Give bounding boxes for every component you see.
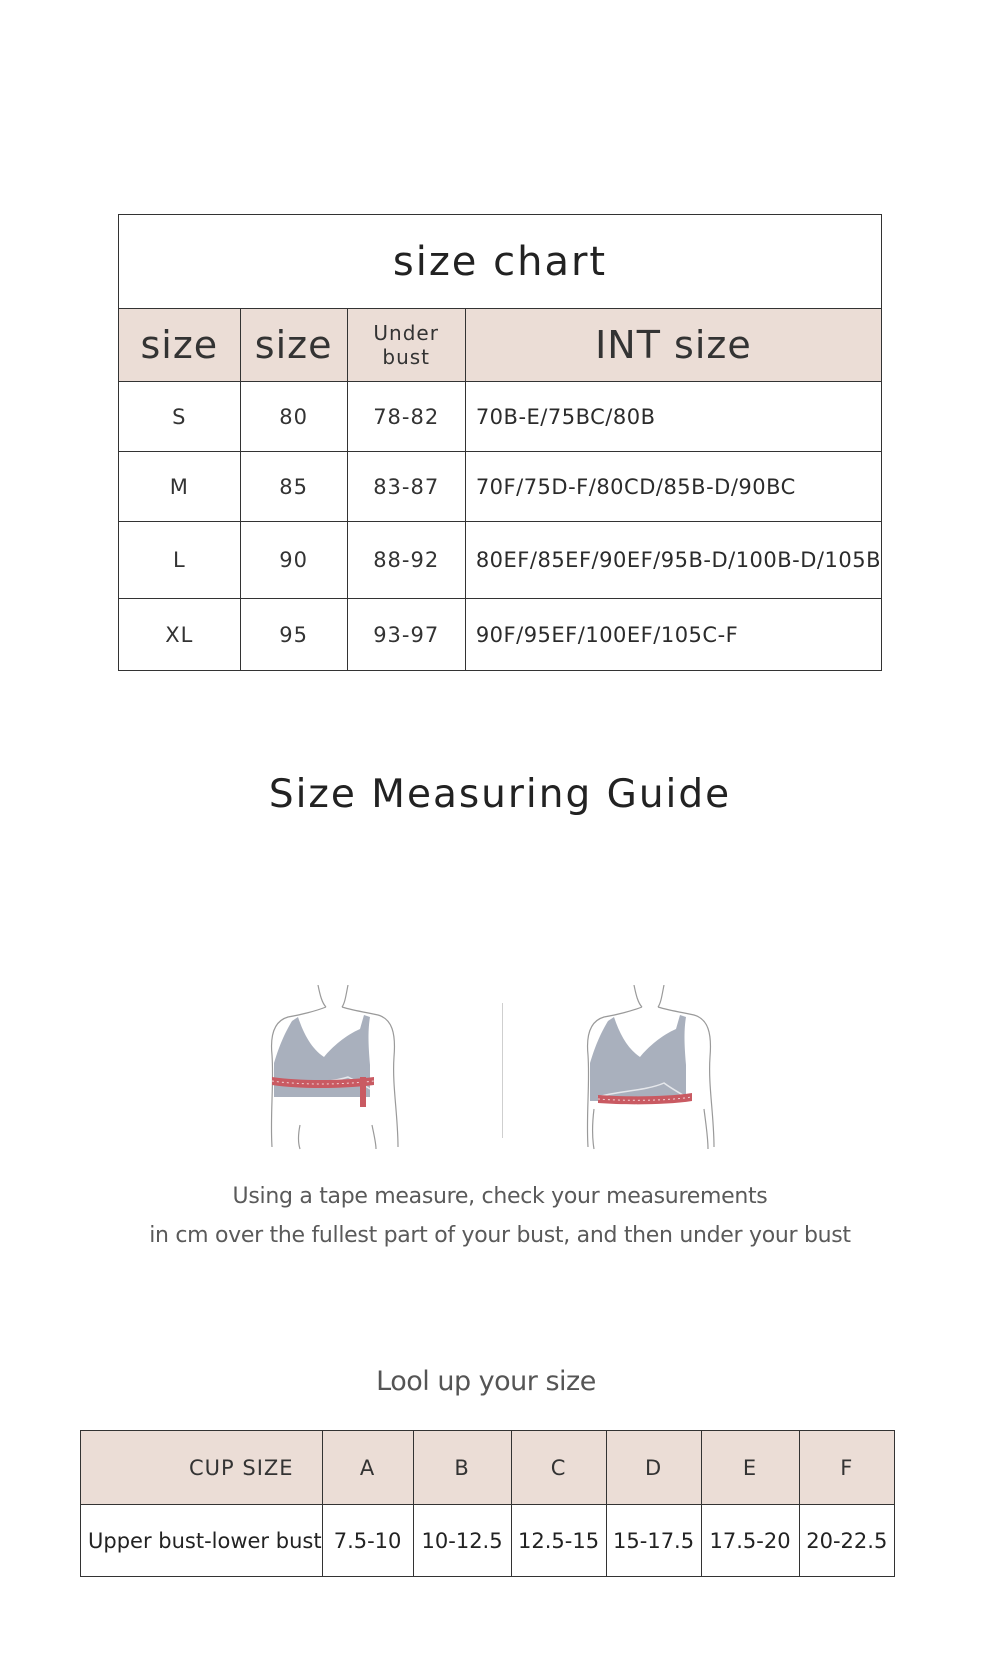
header-int-size: INT size <box>465 309 881 382</box>
cup-value-b: 10-12.5 <box>413 1505 511 1577</box>
header-size: size <box>119 309 241 382</box>
cup-header-b: B <box>413 1431 511 1505</box>
cup-header-a: A <box>322 1431 413 1505</box>
cup-row-label: Upper bust-lower bust <box>81 1505 323 1577</box>
table-row <box>119 452 882 522</box>
cell-size: L <box>119 522 241 599</box>
underbust-measure-illustration <box>576 985 736 1150</box>
cell-size: XL <box>119 599 241 671</box>
illustration-divider <box>502 1003 503 1138</box>
cup-header-d: D <box>606 1431 701 1505</box>
guide-caption-line2: in cm over the fullest part of your bust, and then under your bust <box>149 1223 851 1248</box>
measuring-illustrations <box>260 985 760 1150</box>
header-under-bust: Under bust <box>347 309 465 382</box>
size-chart-header-row <box>119 309 882 382</box>
cell-size: M <box>119 452 241 522</box>
cup-header-row <box>81 1431 895 1505</box>
cell-int-size: 70F/75D-F/80CD/85B-D/90BC <box>465 452 881 522</box>
cup-value-e: 17.5-20 <box>701 1505 799 1577</box>
cup-header-f: F <box>799 1431 894 1505</box>
cell-under-bust: 78-82 <box>347 382 465 452</box>
header-size-number: size <box>240 309 347 382</box>
cup-value-a: 7.5-10 <box>322 1505 413 1577</box>
cup-value-d: 15-17.5 <box>606 1505 701 1577</box>
bust-measure-illustration <box>260 985 420 1150</box>
table-row <box>119 382 882 452</box>
cell-size-number: 90 <box>240 522 347 599</box>
cell-size-number: 85 <box>240 452 347 522</box>
size-chart-title: size chart <box>119 215 882 309</box>
cell-under-bust: 93-97 <box>347 599 465 671</box>
cell-int-size: 90F/95EF/100EF/105C-F <box>465 599 881 671</box>
cup-size-header: CUP SIZE <box>81 1431 323 1505</box>
lookup-title: Lool up your size <box>376 1366 596 1397</box>
cell-int-size: 80EF/85EF/90EF/95B-D/100B-D/105B <box>465 522 881 599</box>
cup-header-c: C <box>511 1431 606 1505</box>
guide-title: Size Measuring Guide <box>268 772 732 817</box>
cup-header-e: E <box>701 1431 799 1505</box>
cell-int-size: 70B-E/75BC/80B <box>465 382 881 452</box>
cell-size: S <box>119 382 241 452</box>
cell-under-bust: 88-92 <box>347 522 465 599</box>
cup-value-c: 12.5-15 <box>511 1505 606 1577</box>
cell-size-number: 95 <box>240 599 347 671</box>
table-row <box>119 522 882 599</box>
table-row <box>81 1505 895 1577</box>
cup-value-f: 20-22.5 <box>799 1505 894 1577</box>
cell-under-bust: 83-87 <box>347 452 465 522</box>
cell-size-number: 80 <box>240 382 347 452</box>
cup-size-table <box>80 1430 895 1577</box>
guide-caption-line1: Using a tape measure, check your measurements <box>232 1184 768 1209</box>
size-chart-table <box>118 214 882 671</box>
table-row <box>119 599 882 671</box>
